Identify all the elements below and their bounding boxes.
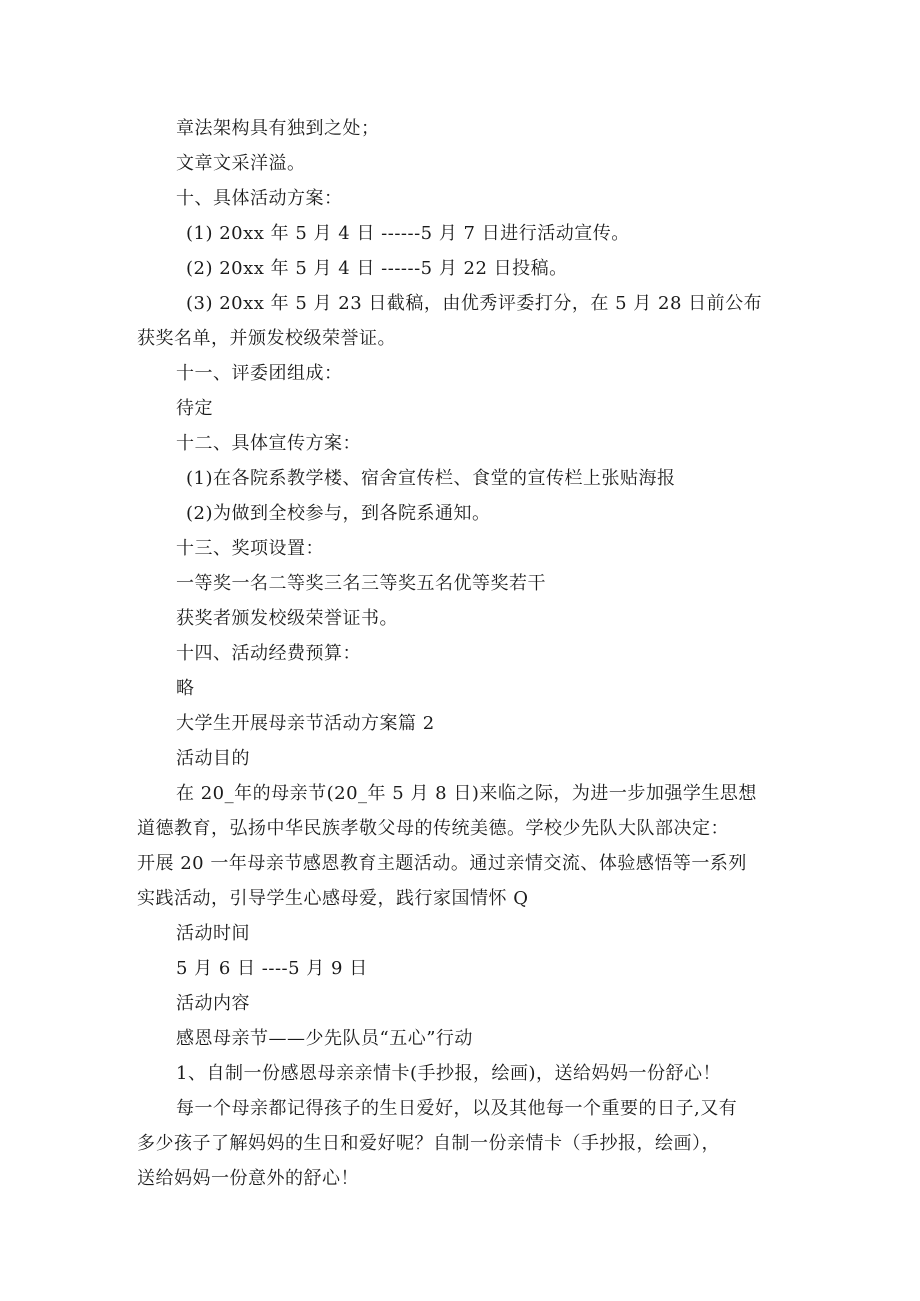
text-line: 一等奖一名二等奖三名三等奖五名优等奖若干 <box>176 573 546 594</box>
text-line: 获奖名单，并颁发校级荣誉证。 <box>137 328 396 349</box>
text-line: 文章文采洋溢。 <box>176 153 306 174</box>
paragraph-line: 实践活动，引导学生心感母爱，践行家国情怀 Q <box>137 888 529 909</box>
document-title: 大学生开展母亲节活动方案篇 2 <box>176 713 435 734</box>
list-item: (1)在各院系教学楼、宿舍宣传栏、食堂的宣传栏上张贴海报 <box>186 468 676 489</box>
paragraph-line: 在 20_年的母亲节(20_年 5 月 8 日)来临之际，为进一步加强学生思想 <box>176 783 757 804</box>
text-line: 1、自制一份感恩母亲亲情卡(手抄报，绘画)，送给妈妈一份舒心！ <box>176 1063 721 1084</box>
section-heading: 活动目的 <box>176 748 250 769</box>
section-heading: 十四、活动经费预算： <box>176 643 361 664</box>
section-heading: 活动时间 <box>176 923 250 944</box>
list-item: (2)为做到全校参与，到各院系通知。 <box>186 503 491 524</box>
text-line: 待定 <box>176 398 213 419</box>
section-heading: 十三、奖项设置： <box>176 538 324 559</box>
section-heading: 活动内容 <box>176 993 250 1014</box>
section-heading: 十、具体活动方案： <box>176 188 343 209</box>
section-heading: 十二、具体宣传方案： <box>176 433 361 454</box>
section-heading: 十一、评委团组成： <box>176 363 343 384</box>
paragraph-line: 每一个母亲都记得孩子的生日爱好，以及其他每一个重要的日子,又有 <box>176 1098 738 1119</box>
paragraph-line: 开展 20 一年母亲节感恩教育主题活动。通过亲情交流、体验感悟等一系列 <box>137 853 747 874</box>
text-line: 获奖者颁发校级荣誉证书。 <box>176 608 398 629</box>
text-line: 章法架构具有独到之处； <box>176 118 380 139</box>
paragraph-line: 多少孩子了解妈妈的生日和爱好呢？自制一份亲情卡（手抄报，绘画）， <box>137 1133 720 1154</box>
text-line: 感恩母亲节——少先队员“五心”行动 <box>176 1028 473 1049</box>
text-line: 略 <box>176 678 195 699</box>
list-item: (3) 20xx 年 5 月 23 日截稿，由优秀评委打分，在 5 月 28 日前公布 <box>186 293 763 314</box>
text-line: 5 月 6 日 ----5 月 9 日 <box>176 958 368 979</box>
paragraph-line: 送给妈妈一份意外的舒心！ <box>137 1168 359 1189</box>
list-item: (2) 20xx 年 5 月 4 日 ------5 月 22 日投稿。 <box>186 258 568 279</box>
paragraph-line: 道德教育，弘扬中华民族孝敬父母的传统美德。学校少先队大队部决定： <box>137 818 729 839</box>
list-item: (1) 20xx 年 5 月 4 日 ------5 月 7 日进行活动宣传。 <box>186 223 630 244</box>
